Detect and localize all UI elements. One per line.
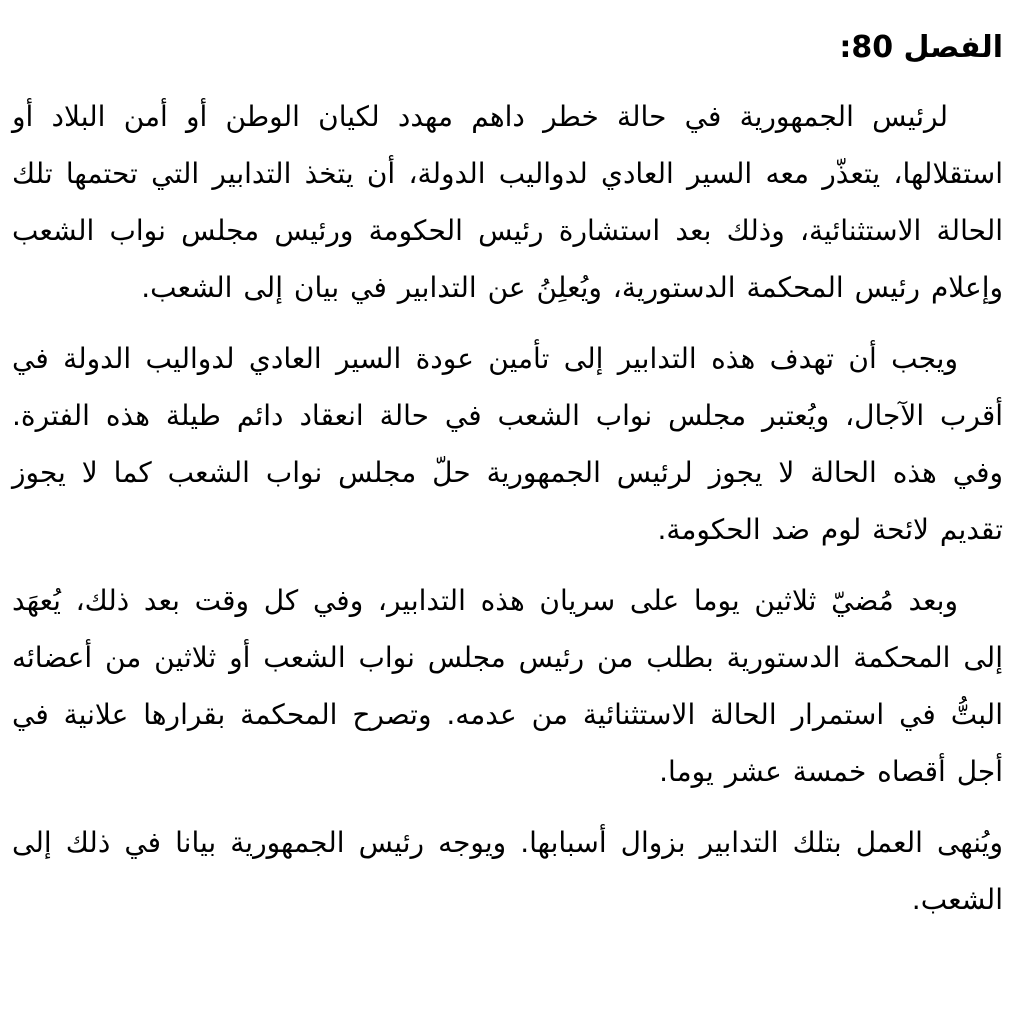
article-paragraph-2: ويجب أن تهدف هذه التدابير إلى تأمين عودة السير العادي لدواليب الدولة في أقرب الآجال، ويُعتبر مجلس نواب الشعب في حالة انعقاد دائم طيلة هذه الفترة. وفي هذه الحالة لا يجوز لرئيس الجمهورية حلّ مجلس نواب الشعب كما لا يجوز تقديم لائحة لوم ضد الحكومة. — [12, 342, 1003, 546]
article-title: الفصل 80: — [839, 30, 1003, 65]
article-paragraph-4: ويُنهى العمل بتلك التدابير بزوال أسبابها. ويوجه رئيس الجمهورية بيانا في ذلك إلى الشعب. — [12, 826, 1003, 916]
article-paragraph-1: لرئيس الجمهورية في حالة خطر داهم مهدد لكيان الوطن أو أمن البلاد أو استقلالها، يتعذّر معه السير العادي لدواليب الدولة، أن يتخذ التدابير التي تحتمها تلك الحالة الاستثنائية، وذلك بعد استشارة رئيس الحكومة ورئيس مجلس نواب الشعب وإعلام رئيس المحكمة الدستورية، ويُعلِنُ عن التدابير في بيان إلى الشعب. — [12, 100, 1003, 304]
article-paragraph-3: وبعد مُضيّ ثلاثين يوما على سريان هذه التدابير، وفي كل وقت بعد ذلك، يُعهَد إلى المحكمة الدستورية بطلب من رئيس مجلس نواب الشعب أو ثلاثين من أعضائه البتُّ في استمرار الحالة الاستثنائية من عدمه. وتصرح المحكمة بقرارها علانية في أجل أقصاه خمسة عشر يوما. — [12, 584, 1003, 788]
